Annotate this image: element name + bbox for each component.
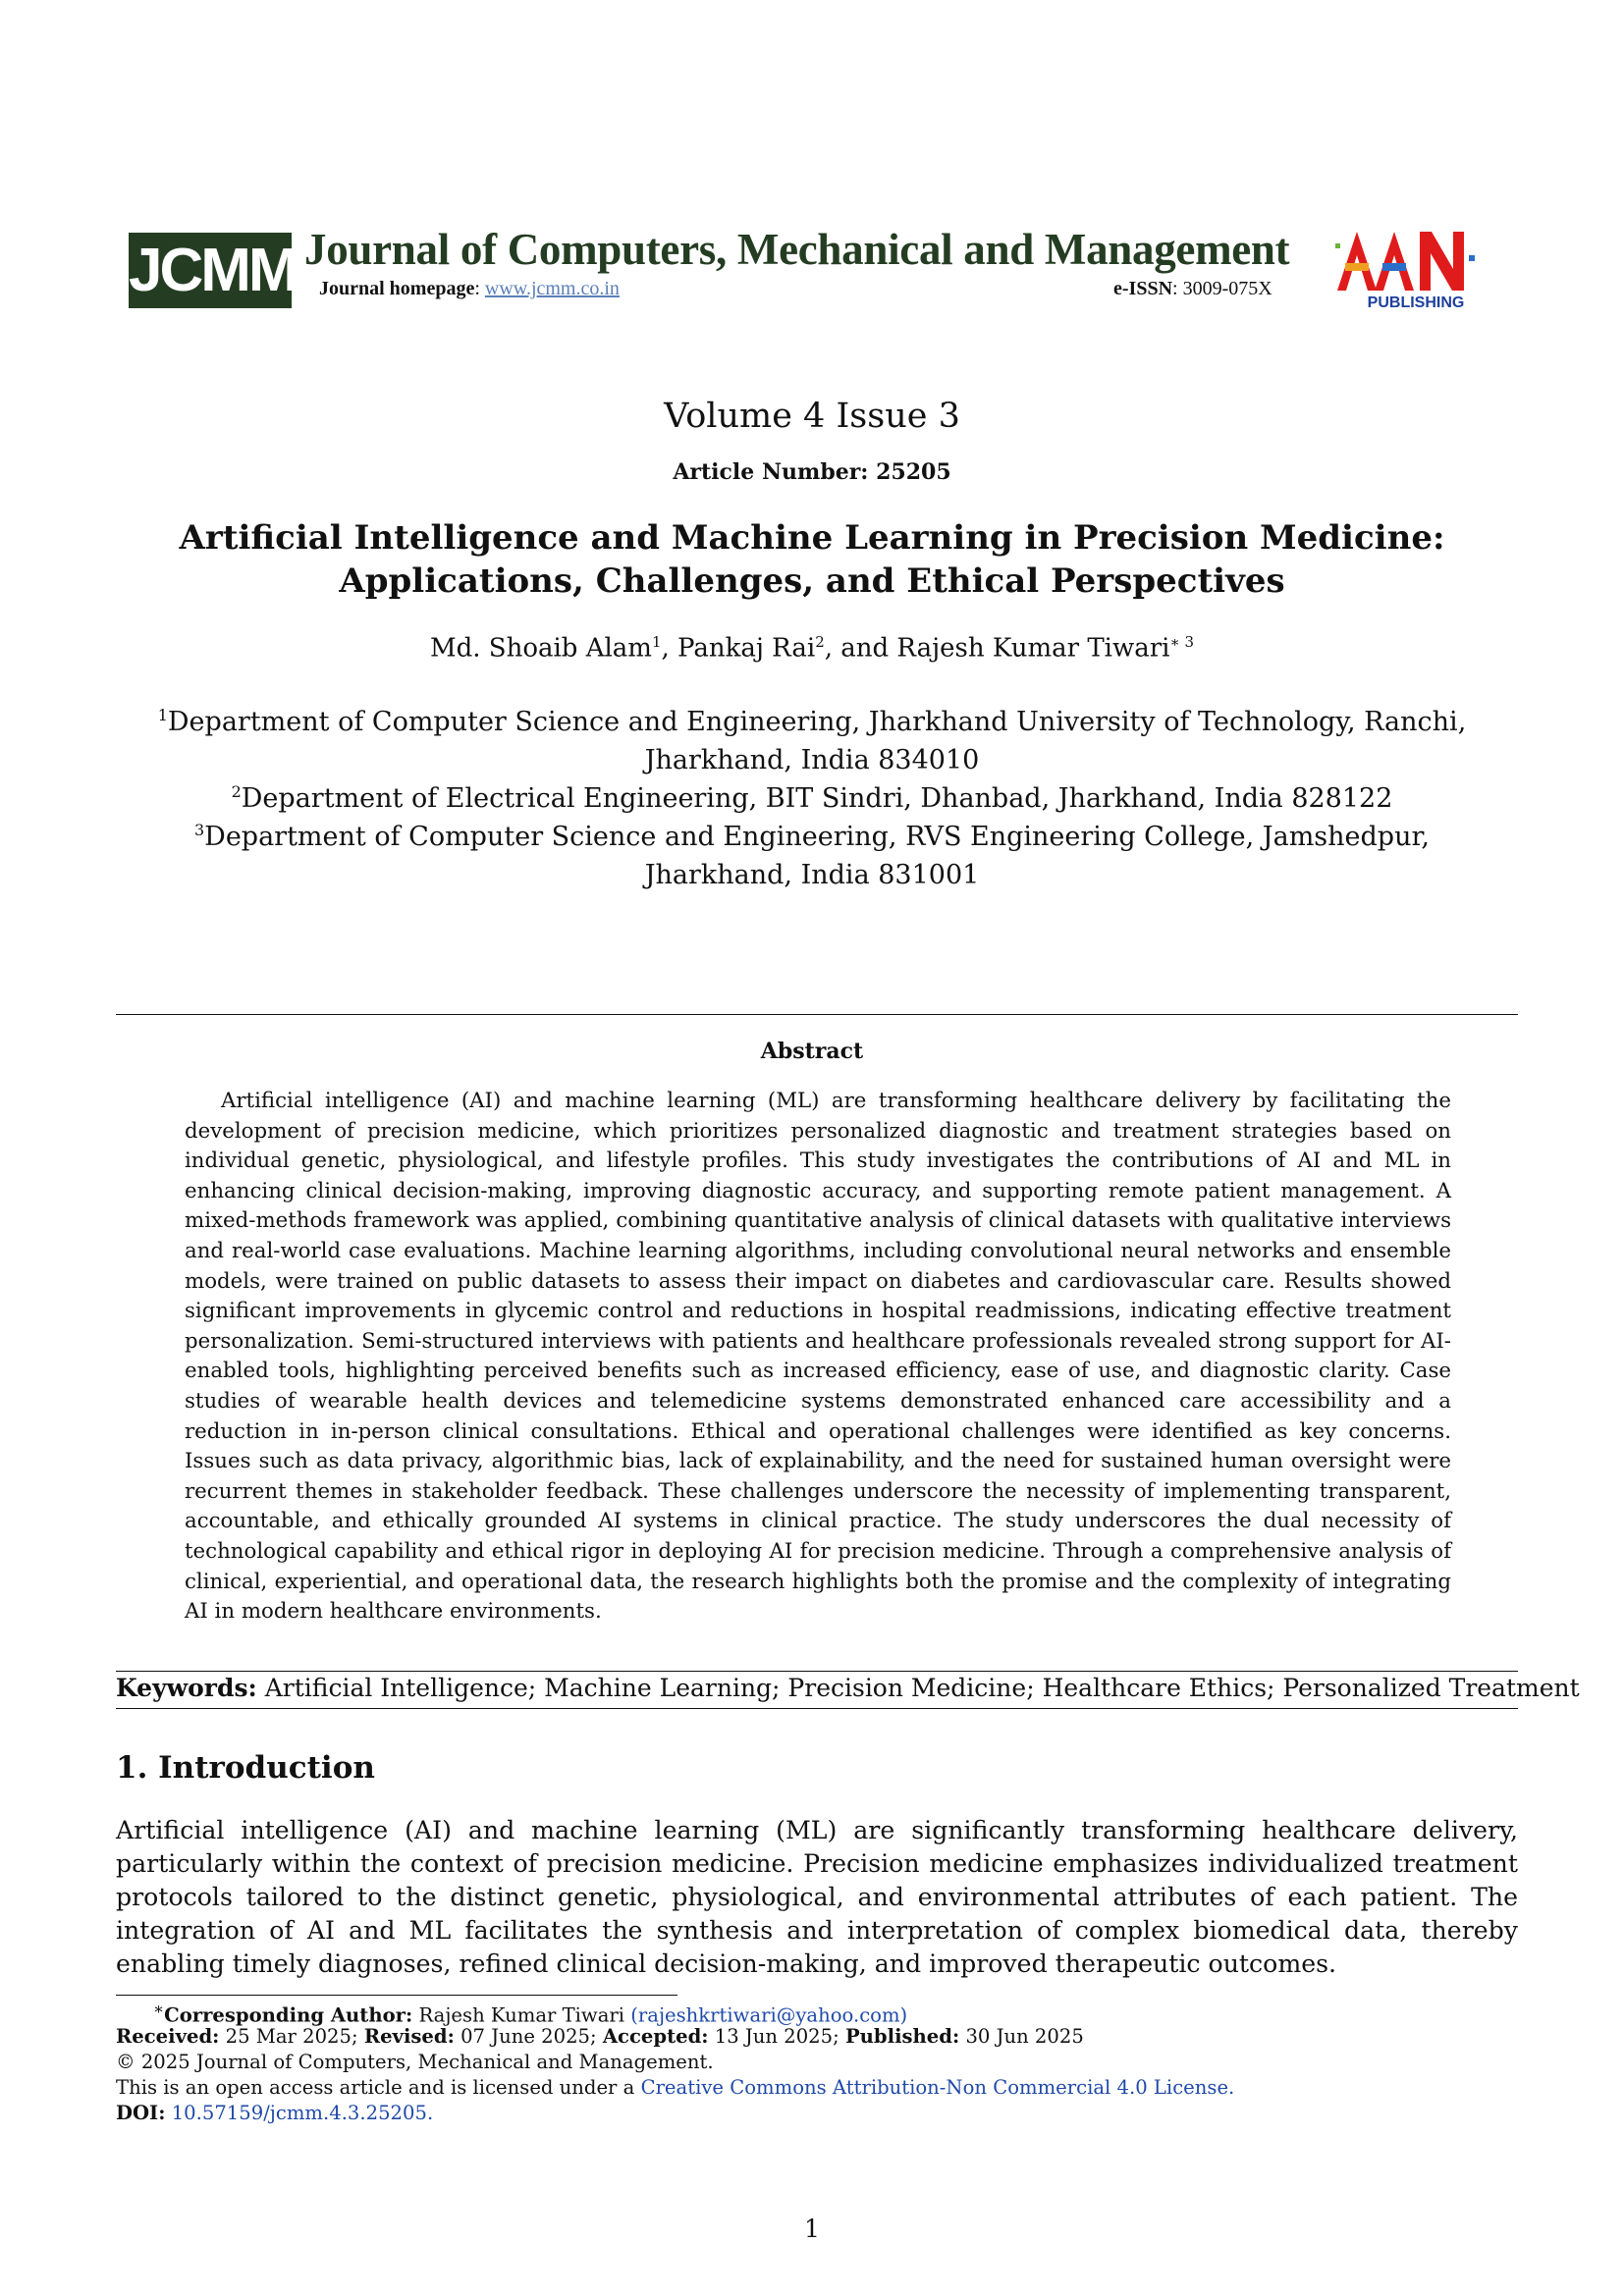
affiliation-text: Department of Electrical Engineering, BIT Sindri, Dhanbad, Jharkhand, India 828122 — [241, 783, 1393, 814]
copyright — [116, 2051, 714, 2073]
received-label: Received: — [116, 2025, 220, 2048]
journal-title: Journal of Computers, Mechanical and Management — [304, 225, 1290, 274]
doi — [116, 2102, 433, 2124]
publisher-sub: PUBLISHING — [1367, 294, 1465, 310]
published-date: 30 Jun 2025 — [965, 2025, 1084, 2048]
journal-homepage: Journal homepage: www.jcmm.co.in — [319, 278, 620, 299]
article-number: Article Number: 25205 — [673, 459, 951, 485]
affiliation-sup: 1 — [157, 706, 168, 724]
homepage-label: Journal homepage — [319, 278, 475, 299]
article-title-line1: Artificial Intelligence and Machine Learning in Precision Medicine: — [179, 518, 1445, 558]
license-text: This is an open access article and is licensed under a — [116, 2076, 635, 2099]
issn: e-ISSN: 3009-075X — [1113, 278, 1272, 299]
abstract-body: Artificial intelligence (AI) and machine learning (ML) are transforming healthcare delivery by facilitating the development of precision medicine, which prioritizes personalized diagnostic and treatment strategies based on individual genetic, physiological, and lifestyle profiles. This study investigates the contributions of AI and ML in enhancing clinical decision-making, improving diagnostic accuracy, and supporting remote patient management. A mixed-methods framework was applied, combining quantitative analysis of clinical datasets with qualitative interviews and real-world case evaluations. Machine learning algorithms, including convolutional neural networks and ensemble models, were trained on public datasets to assess their impact on diabetes and cardiovascular care. Results showed significant improvements in glycemic control and reductions in hospital readmissions, indicating effective treatment personalization. Semi-structured interviews with patients and healthcare professionals revealed strong support for AI-enabled tools, highlighting perceived benefits such as increased efficiency, ease of use, and diagnostic clarity. Case studies of wearable health devices and telemedicine systems demonstrated enhanced care accessibility and a reduction in in-person clinical consultations. Ethical and operational challenges were identified as key concerns. Issues such as data privacy, algorithmic bias, lack of explainability, and the need for sustained human oversight were recurrent themes in stakeholder feedback. These challenges underscore the necessity of implementing transparent, accountable, and ethically grounded AI systems in clinical practice. The study underscores the dual necessity of technological capability and ethical rigor in deploying AI for precision medicine. Through a comprehensive analysis of clinical, experiential, and operational data, the research highlights both the promise and the complexity of integrating AI in modern healthcare environments. — [185, 1089, 1451, 1625]
author-separator: , and — [824, 633, 897, 664]
section-heading: 1. Introduction — [116, 1750, 375, 1786]
keywords — [116, 1674, 1580, 1702]
corresponding-email[interactable]: (rajeshkrtiwari@yahoo.com) — [630, 2003, 908, 2027]
author-name: Md. Shoaib Alam — [429, 633, 652, 664]
homepage-link[interactable]: www.jcmm.co.in — [484, 278, 620, 299]
corresponding-name: Rajesh Kumar Tiwari — [418, 2003, 625, 2027]
page-number: 1 — [804, 2215, 820, 2243]
doi-link[interactable]: 10.57159/jcmm.4.3.25205. — [171, 2102, 434, 2124]
issn-value: 3009-075X — [1182, 278, 1272, 299]
affiliation-text: Department of Computer Science and Engineering, RVS Engineering College, Jamshedpur, — [204, 822, 1430, 852]
author-name: Rajesh Kumar Tiwari — [896, 633, 1170, 664]
accepted-date: 13 Jun 2025; — [714, 2025, 839, 2048]
accepted-label: Accepted: — [602, 2025, 709, 2048]
author-separator: , — [661, 633, 678, 664]
affiliation-text: Jharkhand, India 831001 — [644, 860, 980, 890]
corresponding-label: Corresponding Author: — [164, 2003, 413, 2027]
affiliation-text: Department of Computer Science and Engineering, Jharkhand University of Technology, Ranchi, — [167, 707, 1467, 737]
footnote-rule — [116, 1995, 677, 1996]
affiliation-sup: 2 — [231, 782, 242, 801]
copyright-icon: © — [116, 2051, 135, 2073]
received-date: 25 Mar 2025; — [225, 2025, 358, 2048]
license-link[interactable]: Creative Commons Attribution-Non Commercial 4.0 License. — [640, 2076, 1235, 2099]
article-title-line2: Applications, Challenges, and Ethical Perspectives — [339, 561, 1285, 601]
revised-date: 07 June 2025; — [460, 2025, 597, 2048]
volume-issue: Volume 4 Issue 3 — [664, 397, 960, 436]
revised-label: Revised: — [363, 2025, 455, 2048]
author-sup: ∗ 3 — [1169, 633, 1195, 651]
affiliation-3 — [0, 811, 1624, 894]
author-list — [0, 633, 1624, 664]
author-sup: 2 — [815, 633, 825, 651]
license — [116, 2076, 1234, 2099]
intro-paragraph: Artificial intelligence (AI) and machine learning (ML) are significantly transforming healthcare delivery, particularly within the context of precision medicine. Precision medicine emphasizes individualized treatment protocols tailored to the distinct genetic, physiological, and environmental attributes of each patient. The integration of AI and ML facilitates the synthesis and interpretation of complex biomedical data, thereby enabling timely diagnoses, refined clinical decision-making, and improved therapeutic outcomes. — [116, 1816, 1518, 1978]
published-label: Published: — [844, 2025, 960, 2048]
author-sup: 1 — [651, 633, 662, 651]
affiliation-1 — [0, 696, 1624, 779]
keywords-text: Artificial Intelligence; Machine Learning; Precision Medicine; Healthcare Ethics; Personalized Treatment — [264, 1674, 1580, 1702]
issn-label: e-ISSN — [1113, 278, 1173, 299]
copyright-text: 2025 Journal of Computers, Mechanical and Management. — [140, 2051, 714, 2073]
keywords-top-rule — [116, 1671, 1518, 1672]
journal-logo-text: JCMM — [129, 237, 297, 304]
corresponding-author: ∗Corresponding Author: Rajesh Kumar Tiwari (rajeshkrtiwari@yahoo.com) — [153, 2000, 908, 2027]
keywords-bottom-rule — [116, 1708, 1518, 1709]
affiliation-text: Jharkhand, India 834010 — [644, 745, 980, 775]
affiliation-sup: 3 — [193, 821, 205, 839]
keywords-label: Keywords: — [116, 1674, 257, 1702]
publisher-logo — [1331, 226, 1500, 310]
author-name: Pankaj Rai — [677, 633, 816, 664]
doi-label: DOI: — [116, 2102, 166, 2124]
abstract-heading: Abstract — [760, 1039, 864, 1064]
abstract-top-rule — [116, 1014, 1518, 1015]
article-dates — [116, 2025, 1084, 2048]
